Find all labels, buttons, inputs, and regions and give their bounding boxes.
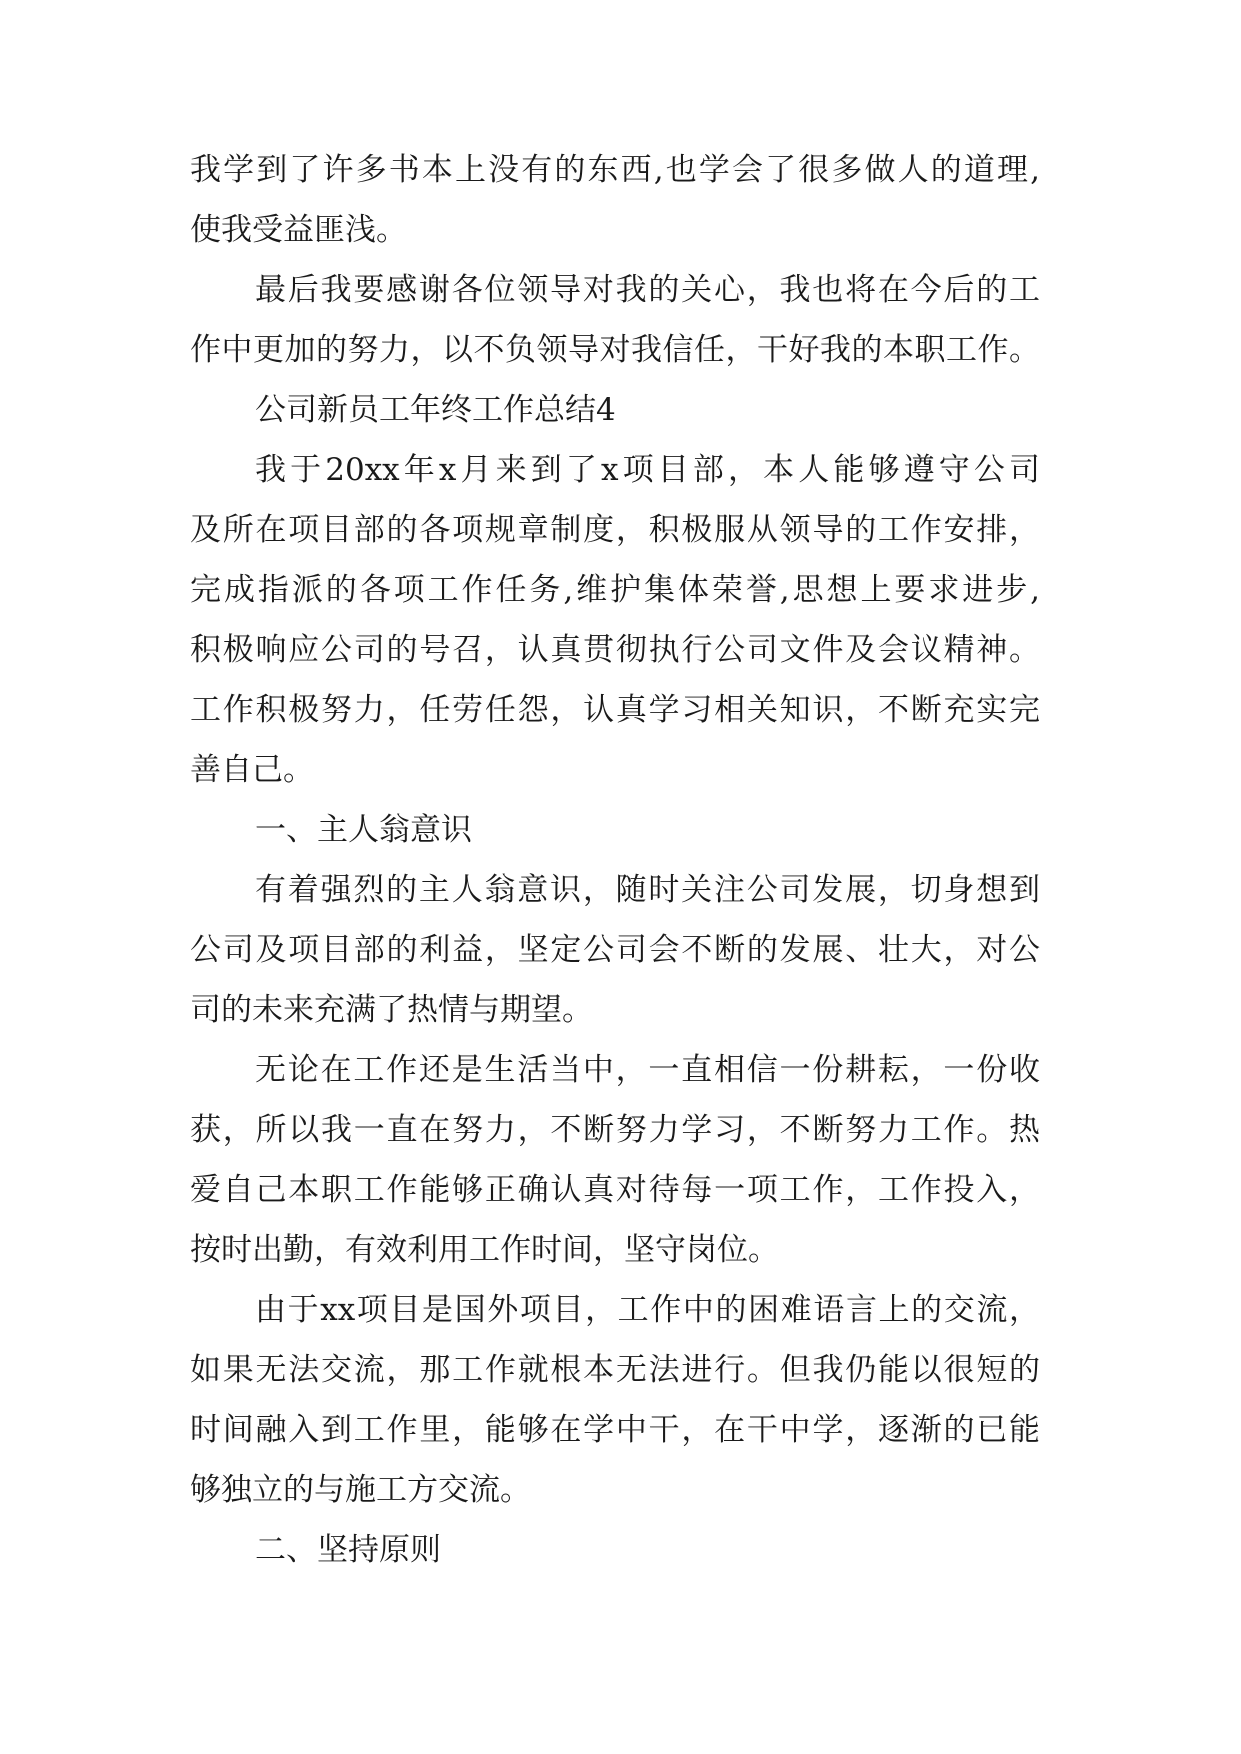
text-line: 我于20xx年x月来到了x项目部，本人能够遵守公司 bbox=[255, 452, 1040, 488]
text-line: 善自己。 bbox=[190, 752, 314, 788]
section-heading: 二、坚持原则 bbox=[255, 1532, 441, 1568]
text-line: 公司及项目部的利益，坚定公司会不断的发展、壮大，对公 bbox=[190, 932, 1040, 968]
text-line: 使我受益匪浅。 bbox=[190, 212, 407, 248]
text-line: 获，所以我一直在努力，不断努力学习，不断努力工作。热 bbox=[190, 1112, 1040, 1148]
text-line: 最后我要感谢各位领导对我的关心，我也将在今后的工 bbox=[255, 272, 1040, 308]
text-line: 积极响应公司的号召，认真贯彻执行公司文件及会议精神。 bbox=[190, 632, 1040, 668]
text-line: 有着强烈的主人翁意识，随时关注公司发展，切身想到 bbox=[255, 872, 1040, 908]
text-line: 由于xx项目是国外项目，工作中的困难语言上的交流， bbox=[255, 1292, 1040, 1328]
text-line: 完成指派的各项工作任务,维护集体荣誉,思想上要求进步, bbox=[190, 572, 1040, 608]
text-line: 作中更加的努力，以不负领导对我信任，干好我的本职工作。 bbox=[190, 332, 1040, 368]
text-line: 我学到了许多书本上没有的东西,也学会了很多做人的道理, bbox=[190, 152, 1040, 188]
text-line: 无论在工作还是生活当中，一直相信一份耕耘，一份收 bbox=[255, 1052, 1040, 1088]
text-line: 工作积极努力，任劳任怨，认真学习相关知识，不断充实完 bbox=[190, 692, 1040, 728]
text-line: 时间融入到工作里，能够在学中干，在干中学，逐渐的已能 bbox=[190, 1412, 1040, 1448]
text-line: 爱自己本职工作能够正确认真对待每一项工作，工作投入， bbox=[190, 1172, 1040, 1208]
text-line: 如果无法交流，那工作就根本无法进行。但我仍能以很短的 bbox=[190, 1352, 1040, 1388]
text-line: 及所在项目部的各项规章制度，积极服从领导的工作安排， bbox=[190, 512, 1040, 548]
text-line: 够独立的与施工方交流。 bbox=[190, 1472, 531, 1508]
text-line: 司的未来充满了热情与期望。 bbox=[190, 992, 593, 1028]
section-heading: 一、主人翁意识 bbox=[255, 812, 472, 848]
section-heading: 公司新员工年终工作总结4 bbox=[255, 392, 616, 428]
text-line: 按时出勤，有效利用工作时间，坚守岗位。 bbox=[190, 1232, 779, 1268]
